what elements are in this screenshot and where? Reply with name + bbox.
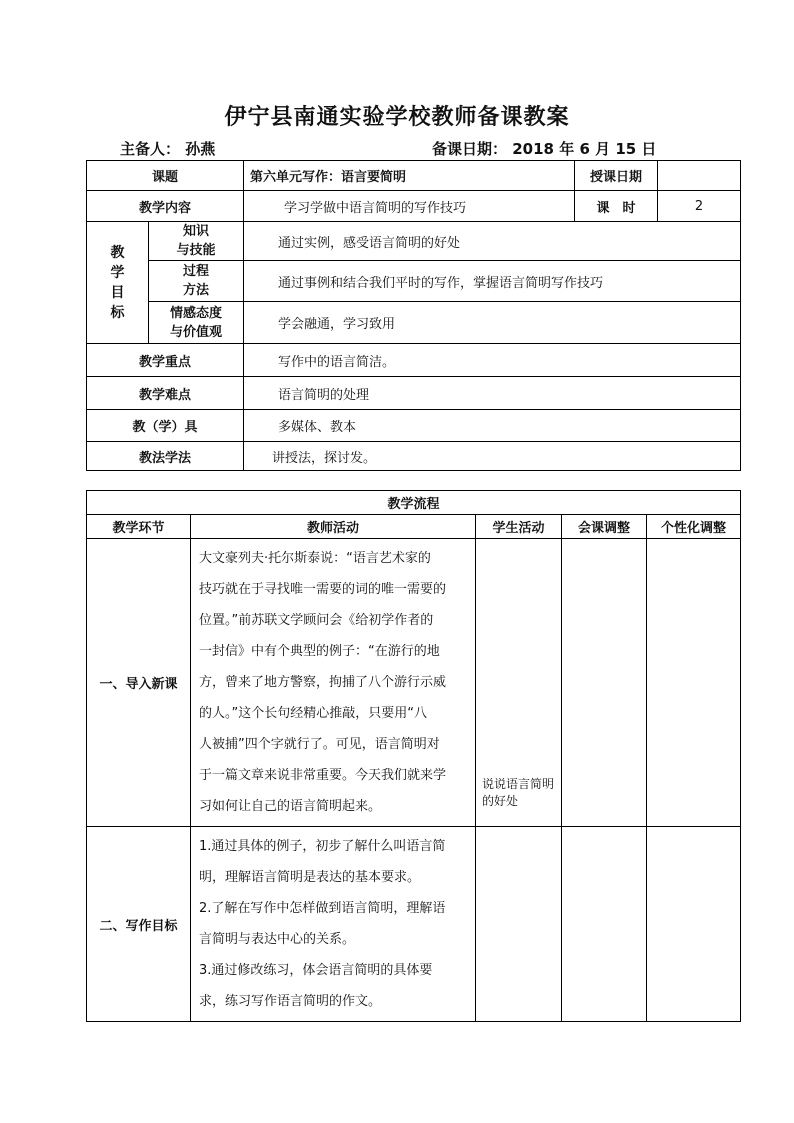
flow-title: 教学流程 [87,491,741,515]
text-line: 习如何让自己的语言简明起来。 [199,799,382,814]
date-line [432,138,656,159]
flow-stage-intro: 一、导入新课 [87,539,191,827]
page-title: 伊宁县南通实验学校教师备课教案 [224,105,570,130]
goal-label-line: 与价值观 [170,324,223,340]
hours-label: 课 时 [575,191,658,222]
flow-personal-intro [647,539,741,827]
teaching-flow-table [86,490,741,1022]
lesson-info-table [86,160,741,471]
preparer-label: 主备人： [120,140,181,158]
goal-label-line: 情感态度 [170,305,223,321]
flow-personal-goals [647,827,741,1022]
text-line: 位置。”前苏联文学顾问会《给初学作者的 [199,613,434,628]
goals-label [87,222,149,344]
flow-stage-goals: 二、写作目标 [87,827,191,1022]
goal-text-process: 通过事例和结合我们平时的写作，掌握语言简明写作技巧 [244,261,741,302]
text-line: 方，曾来了地方警察，拘捕了八个游行示威 [199,675,447,690]
goals-label-char: 标 [110,304,125,321]
flow-header-adjust: 会课调整 [562,515,647,539]
method-value: 讲授法，探讨发。 [244,442,741,471]
key-value: 写作中的语言简洁。 [244,344,741,377]
topic-value: 第六单元写作：语言要简明 [244,161,575,191]
content-label: 教学内容 [87,191,244,222]
flow-student-intro: 说说语言简明的好处 [476,539,562,827]
goal-label-line: 过程 [183,264,210,279]
date-label: 备课日期： [432,140,508,158]
goals-label-char: 教 [110,244,125,261]
teach-date-label: 授课日期 [575,161,658,191]
flow-row [87,827,741,1022]
tools-label: 教（学）具 [87,410,244,442]
method-label: 教法学法 [87,442,244,471]
text-line: 一封信》中有个典型的例子：“在游行的地 [199,644,440,659]
goals-label-char: 目 [110,284,125,301]
content-value: 学习学做中语言简明的写作技巧 [244,191,575,222]
flow-header-student: 学生活动 [476,515,562,539]
text-line: 言简明与表达中心的关系。 [199,932,356,947]
preparer-line [120,138,215,159]
text-line: 大文豪列夫·托尔斯泰说：“语言艺术家的 [199,551,431,566]
topic-label: 课题 [87,161,244,191]
text-line: 明，理解语言简明是表达的基本要求。 [199,870,421,885]
flow-row [87,539,741,827]
difficulty-label: 教学难点 [87,377,244,410]
text-line: 3.通过修改练习，体会语言简明的具体要 [199,963,433,978]
teach-date-value [658,161,741,191]
text-line: 人被捕”四个字就行了。可见，语言简明对 [199,737,440,752]
flow-adjust-intro [562,539,647,827]
flow-header-personal: 个性化调整 [647,515,741,539]
text-line: 技巧就在于寻找唯一需要的词的唯一需要的 [199,582,447,597]
goals-label-char: 学 [110,264,125,281]
preparer-name: 孙燕 [185,140,216,158]
tools-value: 多媒体、教本 [244,410,741,442]
flow-teacher-intro [191,539,476,827]
flow-student-goals [476,827,562,1022]
flow-adjust-goals [562,827,647,1022]
goal-text-attitude: 学会融通，学习致用 [244,302,741,344]
text-line: 2.了解在写作中怎样做到语言简明，理解语 [199,901,446,916]
flow-teacher-goals [191,827,476,1022]
goal-label-knowledge [149,222,244,261]
goal-label-line: 知识 [183,224,210,239]
goal-label-line: 方法 [183,283,210,298]
text-line: 的人。”这个长句经精心推敲，只要用“八 [199,706,427,721]
key-label: 教学重点 [87,344,244,377]
goal-label-line: 与技能 [176,243,216,258]
prep-date: 2018 年 6 月 15 日 [512,140,657,158]
text-line: 求，练习写作语言简明的作文。 [199,994,382,1009]
flow-header-teacher: 教师活动 [191,515,476,539]
text-line: 于一篇文章来说非常重要。今天我们就来学 [199,768,447,783]
goal-text-knowledge: 通过实例，感受语言简明的好处 [244,222,741,261]
hours-value: 2 [658,191,741,222]
text-line: 1.通过具体的例子，初步了解什么叫语言简 [199,839,446,854]
flow-header-stage: 教学环节 [87,515,191,539]
goal-label-attitude [149,302,244,344]
difficulty-value: 语言简明的处理 [244,377,741,410]
goal-label-process [149,261,244,302]
